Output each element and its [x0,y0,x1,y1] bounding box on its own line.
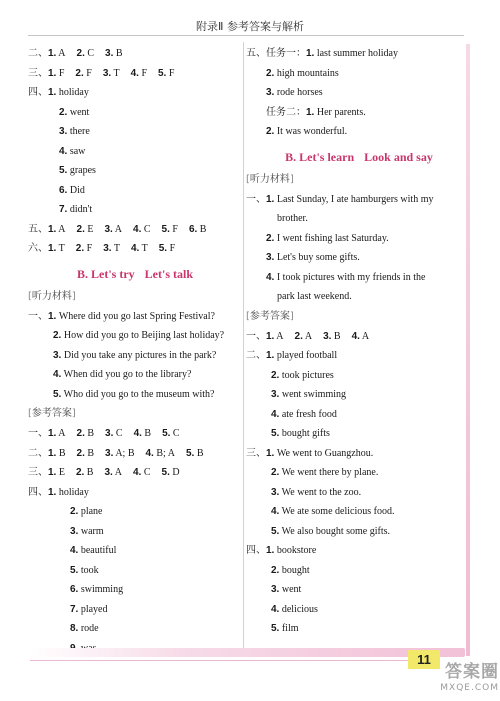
answer-right-row-er-5: 5. bought gifts [271,428,330,439]
footer-rule [30,660,435,661]
answer-right-row-san-5: 5. We also bought some gifts. [271,525,391,537]
header-rule [28,35,464,36]
answer-right-row-si-3: 3. went [271,584,302,595]
right-column [246,44,472,639]
listening-row-5: 5. Who did you go to the museum with? [53,388,215,400]
answer-row-si-4: 4. saw [59,145,86,157]
answer-row-er: 二、1. A 2. C 3. B [28,48,123,59]
reference-answer-label: [参考答案] [28,408,76,419]
answer-row-si-b-1: 四、1. holiday [28,486,89,498]
task1-row-2: 2. high mountains [266,67,339,79]
answer-right-row-er-4: 4. ate fresh food [271,408,337,420]
section-title-lets-try: B. Let's try Let's talk [77,266,193,281]
answer-row-si-7: 7. didn't [59,204,93,215]
page-number: 11 [408,650,440,669]
answer-right-row-si-5: 5. film [271,623,299,634]
answer-right-row-san-2: 2. We went there by plane. [271,467,379,478]
left-column [28,44,242,658]
listening-row-2: 2. How did you go to Beijing last holiday? [53,330,225,341]
listening-right-row-2: 2. I went fishing last Saturday. [266,232,389,244]
answer-row-si-b-3: 3. warm [70,525,104,537]
section-title-lets-learn: B. Let's learn Look and say [285,149,433,164]
listening-row-4: 4. When did you go to the library? [53,369,192,380]
listening-right-row-3: 3. Let's buy some gifts. [266,252,360,263]
answer-row-si-b-6: 6. swimming [70,584,124,595]
answer-right-row-si-4: 4. delicious [271,603,318,615]
answer-row-si-6: 6. Did [59,184,85,196]
answer-row-er-b: 二、1. B 2. B 3. A; B 4. B; A 5. B [28,447,204,459]
watermark-logo-text: 答案圈 [445,662,499,682]
answer-row-si-3: 3. there [59,126,90,137]
watermark-url: MXQE.COM [440,683,499,693]
answer-row-si-b-4: 4. beautiful [70,545,117,556]
answer-right-row-san-3: 3. We went to the zoo. [271,486,362,498]
answer-row-san-b: 三、1. E 2. B 3. A 4. C 5. D [28,467,180,478]
task1-row-1: 五、任务一：1. last summer holiday [246,48,398,59]
listening-row-3: 3. Did you take any pictures in the park? [53,349,217,361]
listening-right-row-4: 4. I took pictures with my friends in the [266,271,426,283]
answer-row-liu: 六、1. T 2. F 3. T 4. T 5. F [28,243,176,254]
answer-row-yi-b: 一、1. A 2. B 3. C 4. B 5. C [28,428,180,439]
answer-right-row-er-3: 3. went swimming [271,389,347,400]
answer-row-wu: 五、1. A 2. E 3. A 4. C 5. F 6. B [28,223,207,235]
footer-bar [30,648,465,657]
answer-row-san: 三、1. F 2. F 3. T 4. F 5. F [28,67,175,79]
answer-right-row-si-2: 2. bought [271,564,310,576]
site-watermark [425,662,499,698]
task1-row-3: 3. rode horses [266,87,323,98]
task2-row-1: 任务二：1. Her parents. [266,106,366,118]
column-divider [243,42,244,648]
answer-right-row-er-1: 二、1. played football [246,350,338,361]
answer-row-si-2: 2. went [59,106,90,118]
answer-right-row-san-4: 4. We ate some delicious food. [271,506,395,517]
answer-row-si-1: 四、1. holiday [28,87,89,98]
listening-material-label-right: [听力材料] [246,173,294,185]
listening-right-row-1: 一、1. Last Sunday, I ate hamburgers with my [246,193,434,205]
listening-right-row-4-cont: park last weekend. [277,291,352,302]
reference-answer-label-right: [参考答案] [246,310,294,322]
answer-row-si-b-8: 8. rode [70,623,99,634]
answer-row-si-5: 5. grapes [59,165,96,176]
answer-right-row-san-1: 三、1. We went to Guangzhou. [246,447,374,459]
answer-right-row-yi: 一、1. A 2. A 3. B 4. A [246,330,370,342]
listening-row-1: 一、1. Where did you go last Spring Festival? [28,310,215,322]
answer-row-si-b-5: 5. took [70,564,99,576]
listening-material-label: [听力材料] [28,290,76,302]
page-header: 附录Ⅱ 参考答案与解析 [196,20,304,33]
task2-row-2: 2. It was wonderful. [266,126,348,137]
answer-row-si-b-2: 2. plane [70,506,103,517]
answer-right-row-si-1: 四、1. bookstore [246,545,317,556]
answer-right-row-er-2: 2. took pictures [271,369,334,381]
answer-row-si-b-7: 7. played [70,603,108,615]
listening-right-row-1-cont: brother. [277,213,308,224]
